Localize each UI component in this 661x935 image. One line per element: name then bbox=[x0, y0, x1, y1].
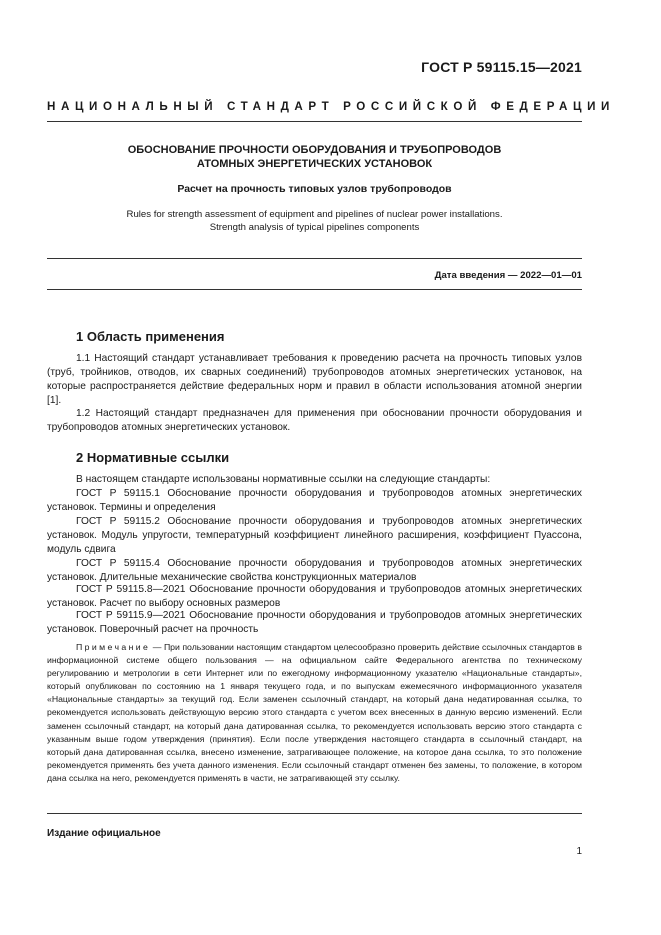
document-title-en bbox=[47, 208, 582, 234]
document-title-ru bbox=[47, 143, 582, 171]
reference-item: ГОСТ Р 59115.2 Обоснование прочности оборудования и трубопроводов атомных энергетических установок. Модуль упругости, температурный коэффициент линейного расширения, коэффициент Пуассона, модуль сдвига bbox=[47, 516, 582, 555]
title-en-line2: Strength analysis of typical pipelines components bbox=[209, 222, 420, 233]
footer-divider bbox=[47, 813, 582, 814]
note-label: Примечание bbox=[76, 642, 151, 652]
reference-item: ГОСТ Р 59115.1 Обоснование прочности оборудования и трубопроводов атомных энергетических установок. Термины и определения bbox=[47, 488, 582, 513]
header-divider bbox=[47, 121, 582, 122]
document-subtitle-ru: Расчет на прочность типовых узлов трубопроводов bbox=[177, 183, 452, 195]
title-divider bbox=[47, 258, 582, 259]
section-1-title: 1 Область применения bbox=[76, 329, 225, 344]
reference-item: ГОСТ Р 59115.9—2021 Обоснование прочности оборудования и трубопроводов атомных энергетических установок. Поверочный расчет на прочность bbox=[47, 610, 582, 635]
note-paragraph bbox=[47, 641, 582, 785]
effective-date: Дата введения — 2022—01—01 bbox=[434, 270, 582, 281]
section-2-intro: В настоящем стандарте использованы нормативные ссылки на следующие стандарты: bbox=[76, 474, 491, 485]
section-2-title: 2 Нормативные ссылки bbox=[76, 450, 230, 465]
reference-item: ГОСТ Р 59115.8—2021 Обоснование прочности оборудования и трубопроводов атомных энергетических установок. Расчет по выбору основных размеров bbox=[47, 584, 582, 609]
note-text: — При пользовании настоящим стандартом целесообразно проверить действие ссылочных стандартов в информационной системе общего пользования — на официальном сайте Федерального агентства по техническому регулированию и метрологии в сети Интернет или по ежегодному информационному указателю «Национальные стандарты», который опубликован по состоянию на 1 января текущего года, и по выпускам ежемесячного информационного указателя «Национальные стандарты» за текущий год. Если заменен ссылочный стандарт, на который дана недатированная ссылка, то рекомендуется использовать действующую версию этого стандарта с учетом всех внесенных в данную версию изменений. Если заменен ссылочный стандарт, на который дана датированная ссылка, то рекомендуется использовать версию этого стандарта с указанным выше годом утверждения (принятия). Если после утверждения настоящего стандарта в ссылочный стандарт, на который дана датированная ссылка, внесено изменение, затрагивающее положение, на которое дана ссылка, то это положение рекомендуется применять без учета данного изменения. Если ссылочный стандарт отменен без замены, то положение, в котором дана ссылка на него, рекомендуется применять в части, не затрагивающей эту ссылку. bbox=[47, 642, 582, 783]
national-standard-banner: НАЦИОНАЛЬНЫЙ СТАНДАРТ РОССИЙСКОЙ ФЕДЕРАЦИИ bbox=[47, 100, 615, 113]
date-divider bbox=[47, 289, 582, 290]
section-1-paragraph-2: 1.2 Настоящий стандарт предназначен для применения при обосновании прочности оборудования и трубопроводов атомных энергетических установок. bbox=[47, 408, 582, 433]
title-ru-line2: АТОМНЫХ ЭНЕРГЕТИЧЕСКИХ УСТАНОВОК bbox=[196, 158, 433, 170]
official-edition-label: Издание официальное bbox=[47, 828, 161, 839]
title-en-line1: Rules for strength assessment of equipment and pipelines of nuclear power installations. bbox=[126, 209, 503, 220]
document-code: ГОСТ Р 59115.15—2021 bbox=[421, 59, 582, 75]
section-1-paragraph-1: 1.1 Настоящий стандарт устанавливает требования к проведению расчета на прочность типовых узлов (труб, тройников, отводов, их сварных соединений) трубопроводов атомных энергетических установок, на которые распространяется действие федеральных норм и правил в области использования атомной энергии [1]. bbox=[47, 353, 582, 406]
title-ru-line1: ОБОСНОВАНИЕ ПРОЧНОСТИ ОБОРУДОВАНИЯ И ТРУБОПРОВОДОВ bbox=[127, 144, 502, 156]
page-number: 1 bbox=[576, 846, 582, 857]
reference-item: ГОСТ Р 59115.4 Обоснование прочности оборудования и трубопроводов атомных энергетических установок. Длительные механические свойства конструкционных материалов bbox=[47, 558, 582, 583]
